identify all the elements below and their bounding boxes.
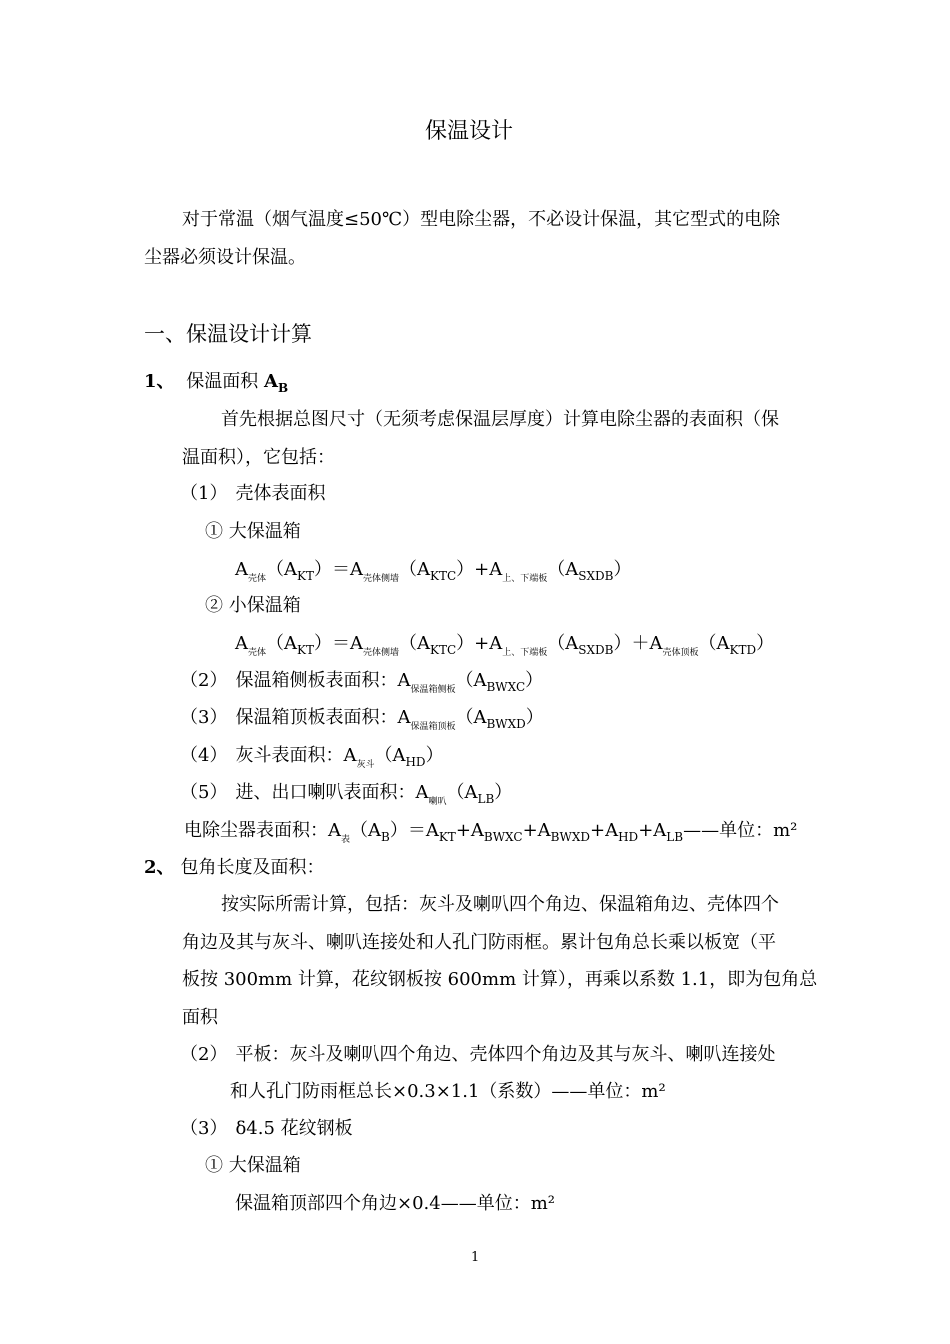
intro-paragraph-line-1: 对于常温（烟气温度≤50℃）型电除尘器，不必设计保温，其它型式的电除 xyxy=(182,209,781,230)
list-item-flat-plate: （2） 平板：灰斗及喇叭四个角边、壳体四个角边及其与灰斗、喇叭连接处 xyxy=(180,1044,776,1065)
list-item-horn: （5） 进、出口喇叭表面积：$A_{喇叭}(A_{LB})$ xyxy=(180,782,513,807)
subsection-2-heading: 2、 包角长度及面积： xyxy=(144,857,325,878)
formula-small-box: $A_{壳体}(A_{KT})=A_{壳体侧墙}(A_{KTC})+A_{上、下端板}(A_{SXDB})+A_{壳体顶板}(A_{KTD})$ xyxy=(235,633,775,658)
checker-big-box-formula: 保温箱顶部四个角边×0.4——单位：m² xyxy=(235,1193,555,1214)
subsection-1-symbol: $A_B$ xyxy=(264,371,289,395)
subsection-2-paragraph-line-3: 板按 300mm 计算，花纹钢板按 600mm 计算），再乘以系数 1.1，即为包角总 xyxy=(182,969,818,990)
list-item-box-top: （3） 保温箱顶板表面积：$A_{保温箱顶板}(A_{BWXD})$ xyxy=(180,707,544,732)
intro-paragraph-line-2: 尘器必须设计保温。 xyxy=(144,247,306,268)
subsection-1-paragraph-line-2: 温面积），它包括： xyxy=(182,447,335,468)
list-item-box-side: （2） 保温箱侧板表面积：$A_{保温箱侧板}(A_{BWXC})$ xyxy=(180,670,544,695)
list-item-hopper: （4） 灰斗表面积：$A_{灰斗}(A_{HD})$ xyxy=(180,745,444,770)
page-number: 1 xyxy=(471,1250,480,1265)
formula-total-area: 电除尘器表面积：$A_表(A_B)=A_{KT}+A_{BWXC}+A_{BWXD}+A_{HD}+A_{LB}——$单位：m² xyxy=(184,820,798,845)
subsection-2-paragraph-line-4: 面积 xyxy=(182,1007,218,1028)
subsection-2-paragraph-line-1: 按实际所需计算，包括：灰斗及喇叭四个角边、保温箱角边、壳体四个 xyxy=(221,894,779,915)
subsection-1-title: 保温面积 xyxy=(186,371,259,392)
subsection-1-paragraph-line-1: 首先根据总图尺寸（无须考虑保温层厚度）计算电除尘器的表面积（保 xyxy=(221,409,779,430)
section-heading: 一、保温设计计算 xyxy=(144,322,312,346)
formula-big-box: $A_{壳体}(A_{KT})=A_{壳体侧墙}(A_{KTC})+A_{上、下端板}(A_{SXDB})$ xyxy=(235,559,632,584)
subsection-1-number: 1、 xyxy=(144,371,175,392)
list-item-shell-area: （1） 壳体表面积 xyxy=(180,483,326,504)
page-title: 保温设计 xyxy=(425,119,514,144)
small-insulation-box-label: ② 小保温箱 xyxy=(205,595,301,616)
subsection-2-paragraph-line-2: 角边及其与灰斗、喇叭连接处和人孔门防雨框。累计包角总长乘以板宽（平 xyxy=(182,932,776,953)
list-item-checker-plate: （3） δ4.5 花纹钢板 xyxy=(180,1118,353,1139)
list-item-flat-plate-line-2: 和人孔门防雨框总长×0.3×1.1（系数）——单位：m² xyxy=(230,1081,666,1102)
big-insulation-box-label: ① 大保温箱 xyxy=(205,521,301,542)
checker-big-box-label: ① 大保温箱 xyxy=(205,1155,301,1176)
subsection-1-heading xyxy=(144,370,288,400)
